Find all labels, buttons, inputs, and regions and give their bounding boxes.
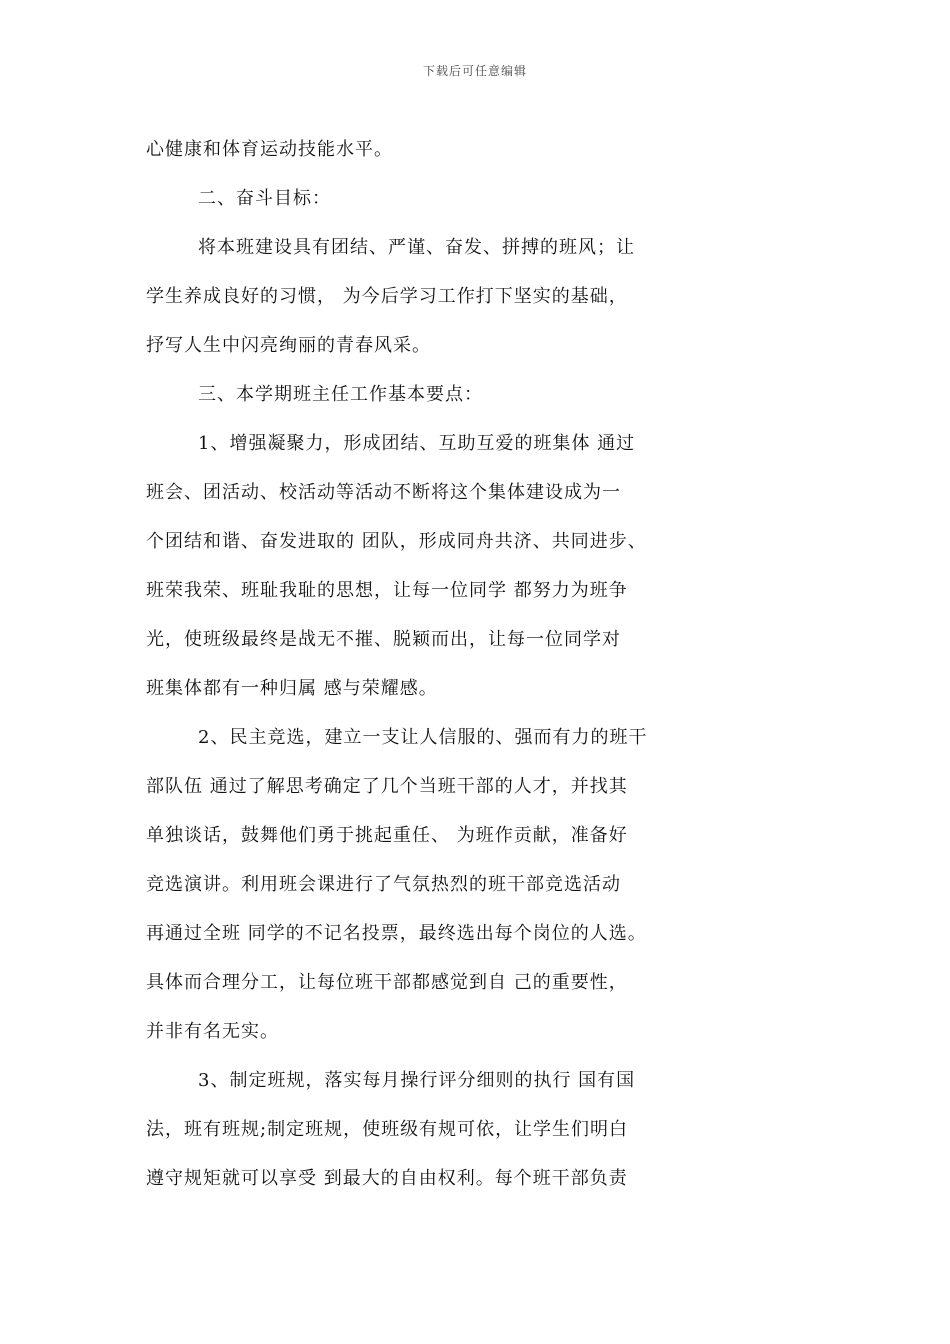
text-line: 3、制定班规，落实每月操行评分细则的执行 国有国: [198, 1070, 636, 1091]
text-line: 具体而合理分工，让每位班干部都感觉到自 己的重要性，: [146, 972, 628, 993]
text-line: 学生养成良好的习惯， 为今后学习工作打下坚实的基础，: [146, 286, 628, 307]
text-line: 部队伍 通过了解思考确定了几个当班干部的人才，并找其: [146, 776, 628, 797]
text-line: 竞选演讲。利用班会课进行了气氛热烈的班干部竞选活动: [146, 874, 621, 895]
text-line: 遵守规矩就可以享受 到最大的自由权利。每个班干部负责: [146, 1168, 628, 1189]
text-line: 二、奋斗目标：: [198, 188, 331, 209]
text-line: 个团结和谐、奋发进取的 团队，形成同舟共济、共同进步、: [146, 531, 647, 552]
text-line: 班会、团活动、校活动等活动不断将这个集体建设成为一: [146, 482, 621, 503]
text-line: 再通过全班 同学的不记名投票，最终选出每个岗位的人选。: [146, 923, 647, 944]
text-line: 法，班有班规;制定班规，使班级有规可依，让学生们明白: [146, 1119, 629, 1140]
text-line: 1、增强凝聚力，形成团结、互助互爱的班集体 通过: [198, 433, 636, 454]
text-line: 心健康和体育运动技能水平。: [146, 139, 393, 160]
text-line: 2、民主竞选，建立一支让人信服的、强而有力的班干: [198, 727, 648, 748]
text-line: 将本班建设具有团结、严谨、奋发、拼搏的班风；让: [198, 237, 635, 258]
text-line: 单独谈话，鼓舞他们勇于挑起重任、 为班作贡献，准备好: [146, 825, 628, 846]
text-line: 班荣我荣、班耻我耻的思想，让每一位同学 都努力为班争: [146, 580, 628, 601]
text-line: 抒写人生中闪亮绚丽的青春风采。: [146, 335, 431, 356]
page-header: 下载后可任意编辑: [422, 64, 527, 78]
text-line: 三、本学期班主任工作基本要点：: [198, 384, 483, 405]
text-line: 光，使班级最终是战无不摧、脱颖而出，让每一位同学对: [146, 629, 621, 650]
document-body: [146, 125, 826, 1203]
text-line: 班集体都有一种归属 感与荣耀感。: [146, 678, 438, 699]
text-line: 并非有名无实。: [146, 1021, 279, 1042]
